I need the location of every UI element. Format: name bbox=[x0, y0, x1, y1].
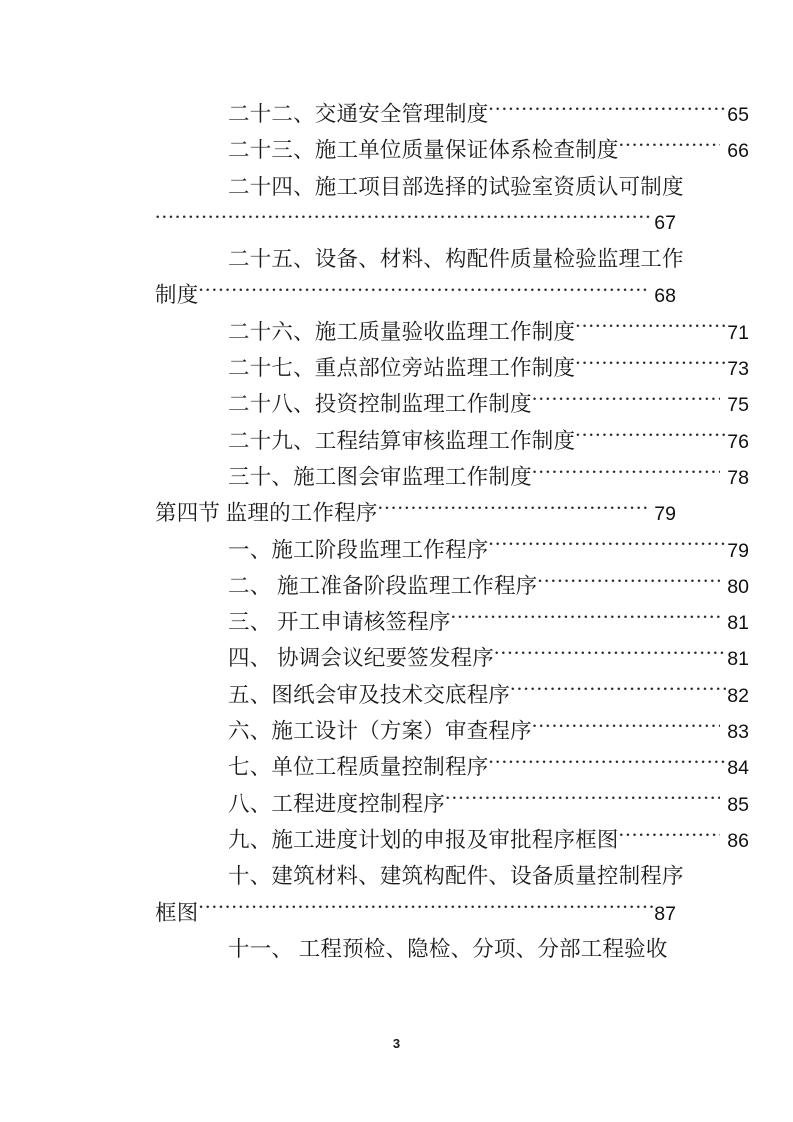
toc-dot-leader bbox=[510, 680, 726, 702]
toc-dot-leader bbox=[532, 390, 720, 412]
toc-entry-title: 五、图纸会审及技术交底程序 bbox=[228, 682, 511, 707]
toc-entry-page-number: 79 bbox=[654, 503, 676, 526]
toc-entry-title: 七、单位工程质量控制程序 bbox=[228, 755, 489, 780]
toc-dot-leader bbox=[198, 898, 653, 920]
toc-entry[interactable] bbox=[155, 895, 676, 931]
toc-entry-page-number: 81 bbox=[727, 612, 749, 635]
toc-entry-title: 二十九、工程结算审核监理工作制度 bbox=[228, 428, 576, 453]
toc-dot-leader bbox=[488, 535, 726, 557]
toc-entry-page-number: 82 bbox=[727, 684, 749, 707]
toc-entry[interactable] bbox=[155, 713, 749, 749]
toc-dot-leader bbox=[378, 499, 647, 521]
toc-dot-leader bbox=[619, 136, 720, 158]
toc-entry-title: 二十四、施工项目部选择的试验室资质认可制度 bbox=[228, 174, 684, 199]
toc-dot-leader bbox=[575, 354, 726, 376]
toc-entry-title: 三、 开工申请核签程序 bbox=[228, 610, 451, 635]
toc-entry-title: 九、施工进度计划的申报及审批程序框图 bbox=[228, 827, 619, 852]
toc-entry-title: 十一、 工程预检、隐检、分项、分部工程验收 bbox=[228, 936, 668, 961]
toc-entry[interactable] bbox=[155, 677, 749, 713]
toc-entry-page-number: 75 bbox=[727, 394, 749, 417]
toc-entry-page-number: 83 bbox=[727, 721, 749, 744]
toc-dot-leader bbox=[155, 207, 653, 229]
toc-dot-leader bbox=[619, 825, 720, 847]
toc-entry[interactable] bbox=[155, 314, 749, 350]
toc-entry-title: 二十三、施工单位质量保证体系检查制度 bbox=[228, 138, 619, 163]
toc-dot-leader bbox=[445, 789, 720, 811]
toc-entry[interactable] bbox=[155, 931, 749, 967]
toc-entry-title: 框图 bbox=[155, 900, 199, 925]
toc-entry-page-number: 65 bbox=[727, 104, 749, 126]
toc-entry[interactable] bbox=[155, 640, 749, 676]
toc-entry-page-number: 68 bbox=[654, 285, 676, 308]
toc-entry[interactable] bbox=[155, 822, 749, 858]
toc-entry[interactable] bbox=[155, 604, 749, 640]
toc-entry-page-number: 80 bbox=[727, 575, 749, 598]
toc-entry-title: 一、施工阶段监理工作程序 bbox=[228, 537, 489, 562]
toc-entry-page-number: 87 bbox=[654, 902, 676, 925]
toc-entry[interactable] bbox=[155, 132, 749, 168]
toc-entry[interactable] bbox=[155, 568, 749, 604]
toc-entry[interactable] bbox=[155, 459, 749, 495]
toc-entry-page-number: 86 bbox=[727, 829, 749, 852]
toc-entry[interactable] bbox=[155, 96, 749, 132]
toc-entry[interactable] bbox=[155, 532, 749, 568]
toc-entry-title: 八、工程进度控制程序 bbox=[228, 791, 446, 816]
toc-entry[interactable] bbox=[155, 495, 676, 531]
toc-entry[interactable] bbox=[155, 858, 749, 894]
toc-entry-page-number: 81 bbox=[727, 648, 749, 671]
toc-entry-page-number: 76 bbox=[727, 430, 749, 453]
toc-dot-leader bbox=[494, 644, 726, 666]
toc-entry-title: 十、建筑材料、建筑构配件、设备质量控制程序 bbox=[228, 864, 684, 889]
toc-entry[interactable] bbox=[155, 350, 749, 386]
toc-dot-leader bbox=[198, 281, 647, 303]
toc-entry-title: 二、 施工准备阶段监理工作程序 bbox=[228, 573, 538, 598]
toc-entry-title: 六、施工设计（方案）审查程序 bbox=[228, 719, 532, 744]
toc-entry[interactable] bbox=[155, 386, 749, 422]
toc-entry-page-number: 78 bbox=[727, 466, 749, 489]
toc-entry-page-number: 66 bbox=[727, 140, 749, 163]
toc-entry-page-number: 85 bbox=[727, 793, 749, 816]
toc-entry-page-number: 71 bbox=[727, 321, 749, 344]
toc-entry-title: 制度 bbox=[155, 283, 199, 308]
toc-dot-leader bbox=[451, 608, 720, 630]
toc-entry[interactable] bbox=[155, 786, 749, 822]
toc-entry[interactable] bbox=[155, 205, 676, 241]
toc-entry[interactable] bbox=[155, 169, 749, 205]
toc-entry-title: 二十八、投资控制监理工作制度 bbox=[228, 392, 532, 417]
toc-entry[interactable] bbox=[155, 277, 676, 313]
toc-entry[interactable] bbox=[155, 241, 749, 277]
toc-entry-title: 三十、施工图会审监理工作制度 bbox=[228, 464, 532, 489]
toc-entry-page-number: 79 bbox=[727, 539, 749, 562]
toc-entry-title: 二十二、交通安全管理制度 bbox=[228, 102, 489, 126]
toc-entry-page-number: 73 bbox=[727, 358, 749, 381]
toc-entry[interactable] bbox=[155, 749, 749, 785]
toc-entry-title: 四、 协调会议纪要签发程序 bbox=[228, 646, 494, 671]
toc-dot-leader bbox=[575, 317, 726, 339]
toc-entry-page-number: 67 bbox=[654, 211, 676, 234]
toc-entry-title: 二十七、重点部位旁站监理工作制度 bbox=[228, 356, 576, 381]
table-of-contents bbox=[155, 96, 749, 967]
toc-dot-leader bbox=[532, 462, 720, 484]
footer-page-number: 3 bbox=[392, 1036, 401, 1051]
toc-dot-leader bbox=[532, 717, 720, 739]
toc-dot-leader bbox=[488, 753, 726, 775]
toc-entry-title: 二十五、设备、材料、构配件质量检验监理工作 bbox=[228, 247, 684, 272]
toc-entry-title: 第四节 监理的工作程序 bbox=[155, 501, 378, 526]
toc-dot-leader bbox=[488, 100, 726, 122]
toc-dot-leader bbox=[575, 426, 726, 448]
toc-dot-leader bbox=[537, 571, 720, 593]
toc-entry[interactable] bbox=[155, 423, 749, 459]
toc-entry-title: 二十六、施工质量验收监理工作制度 bbox=[228, 319, 576, 344]
toc-entry-page-number: 84 bbox=[727, 757, 749, 780]
